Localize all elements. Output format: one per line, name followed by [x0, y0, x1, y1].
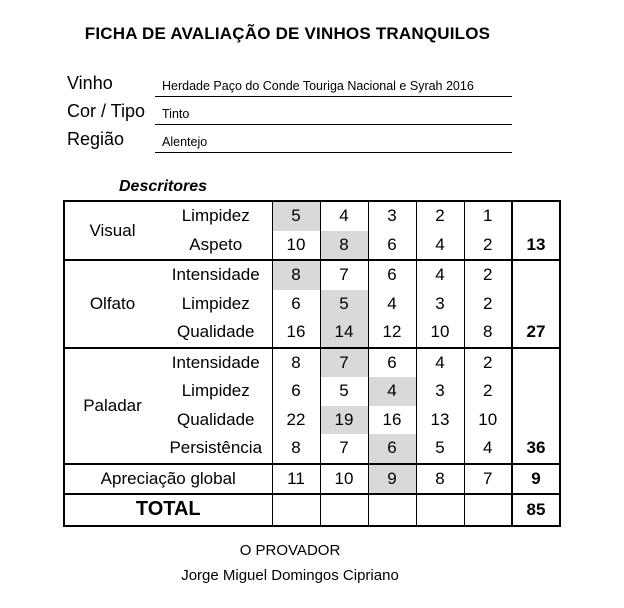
attribute-label: Limpidez — [160, 201, 272, 231]
section-total-spacer — [512, 290, 560, 319]
score-cell: 8 — [464, 318, 512, 348]
taster-name: Jorge Miguel Domingos Cipriano — [181, 567, 399, 584]
selected-score: 5 — [272, 201, 320, 231]
section-total-spacer — [512, 348, 560, 378]
score-row — [64, 348, 560, 378]
score-cell: 8 — [272, 434, 320, 464]
region-underline — [155, 152, 512, 153]
score-cell: 6 — [272, 290, 320, 319]
score-cell: 2 — [464, 377, 512, 406]
selected-score: 8 — [320, 231, 368, 261]
selected-score: 8 — [272, 260, 320, 290]
section-total: 13 — [512, 231, 560, 261]
score-cell: 22 — [272, 406, 320, 435]
attribute-label: Qualidade — [176, 409, 255, 429]
section-total-spacer — [512, 377, 560, 406]
score-cell: 16 — [272, 318, 320, 348]
section-total: 27 — [512, 318, 560, 348]
score-cell: 6 — [272, 377, 320, 406]
attribute-label: Persistência — [169, 438, 263, 458]
score-cell: 2 — [464, 348, 512, 378]
total-row — [64, 494, 560, 526]
wine-value: Herdade Paço do Conde Touriga Nacional e Syrah 2016 — [162, 79, 474, 93]
global-total: 9 — [512, 464, 560, 494]
score-cell: 3 — [368, 201, 416, 231]
score-cell: 2 — [416, 201, 464, 231]
attribute-label: Limpidez — [181, 293, 250, 313]
score-cell: 5 — [416, 434, 464, 464]
attribute-label: Intensidade — [160, 348, 272, 378]
empty-cell — [272, 494, 320, 526]
selected-score: 9 — [368, 464, 416, 494]
selected-score: 5 — [320, 290, 368, 319]
empty-cell — [464, 494, 512, 526]
score-cell: 13 — [416, 406, 464, 435]
section-name: Visual — [64, 201, 160, 260]
score-cell: 2 — [464, 260, 512, 290]
score-cell: 7 — [320, 260, 368, 290]
page-title: FICHA DE AVALIAÇÃO DE VINHOS TRANQUILOS — [84, 24, 491, 43]
section-total-spacer — [512, 260, 560, 290]
region-label: Região — [67, 129, 125, 149]
score-cell: 8 — [272, 348, 320, 378]
wine-underline — [155, 96, 512, 97]
score-cell: 6 — [368, 231, 416, 261]
attribute-label: Limpidez — [181, 381, 250, 401]
region-value: Alentejo — [162, 135, 208, 149]
section-name: Paladar — [64, 348, 160, 464]
attribute-label: Aspeto — [189, 234, 243, 254]
empty-cell — [416, 494, 464, 526]
score-cell: 6 — [368, 260, 416, 290]
score-cell: 2 — [464, 231, 512, 261]
score-cell: 2 — [464, 290, 512, 319]
empty-cell — [320, 494, 368, 526]
score-cell: 4 — [416, 348, 464, 378]
selected-score: 7 — [320, 348, 368, 378]
section-total-spacer — [512, 201, 560, 231]
selected-score: 19 — [320, 406, 368, 435]
color-type-label: Cor / Tipo — [67, 101, 146, 121]
score-cell: 3 — [416, 290, 464, 319]
global-row — [64, 464, 560, 494]
descriptors-heading: Descritores — [119, 178, 208, 195]
evaluation-table — [63, 200, 561, 527]
selected-score: 6 — [368, 434, 416, 464]
color-type-underline — [155, 124, 512, 125]
score-row — [64, 260, 560, 290]
global-label: Apreciação global — [64, 464, 272, 494]
score-cell: 4 — [416, 231, 464, 261]
selected-score: 14 — [320, 318, 368, 348]
grand-total: 85 — [512, 494, 560, 526]
score-cell: 10 — [320, 464, 368, 494]
selected-score: 4 — [368, 377, 416, 406]
score-cell: 3 — [416, 377, 464, 406]
score-cell: 11 — [272, 464, 320, 494]
section-name: Olfato — [64, 260, 160, 348]
score-cell: 1 — [464, 201, 512, 231]
score-cell: 7 — [464, 464, 512, 494]
score-cell: 16 — [368, 406, 416, 435]
score-cell: 4 — [464, 434, 512, 464]
score-cell: 8 — [416, 464, 464, 494]
score-cell: 6 — [368, 348, 416, 378]
taster-role: O PROVADOR — [239, 542, 341, 559]
score-cell: 7 — [320, 434, 368, 464]
score-cell: 4 — [368, 290, 416, 319]
color-type-value: Tinto — [162, 107, 190, 121]
score-cell: 4 — [320, 201, 368, 231]
score-cell: 12 — [368, 318, 416, 348]
score-cell: 10 — [464, 406, 512, 435]
score-cell: 10 — [416, 318, 464, 348]
total-label: TOTAL — [64, 494, 272, 526]
score-cell: 4 — [416, 260, 464, 290]
score-row — [64, 201, 560, 231]
empty-cell — [368, 494, 416, 526]
wine-label: Vinho — [67, 73, 113, 93]
section-total-spacer — [512, 406, 560, 435]
score-cell: 5 — [320, 377, 368, 406]
section-total: 36 — [512, 434, 560, 464]
attribute-label: Intensidade — [160, 260, 272, 290]
score-cell: 10 — [272, 231, 320, 261]
attribute-label: Qualidade — [176, 322, 255, 342]
